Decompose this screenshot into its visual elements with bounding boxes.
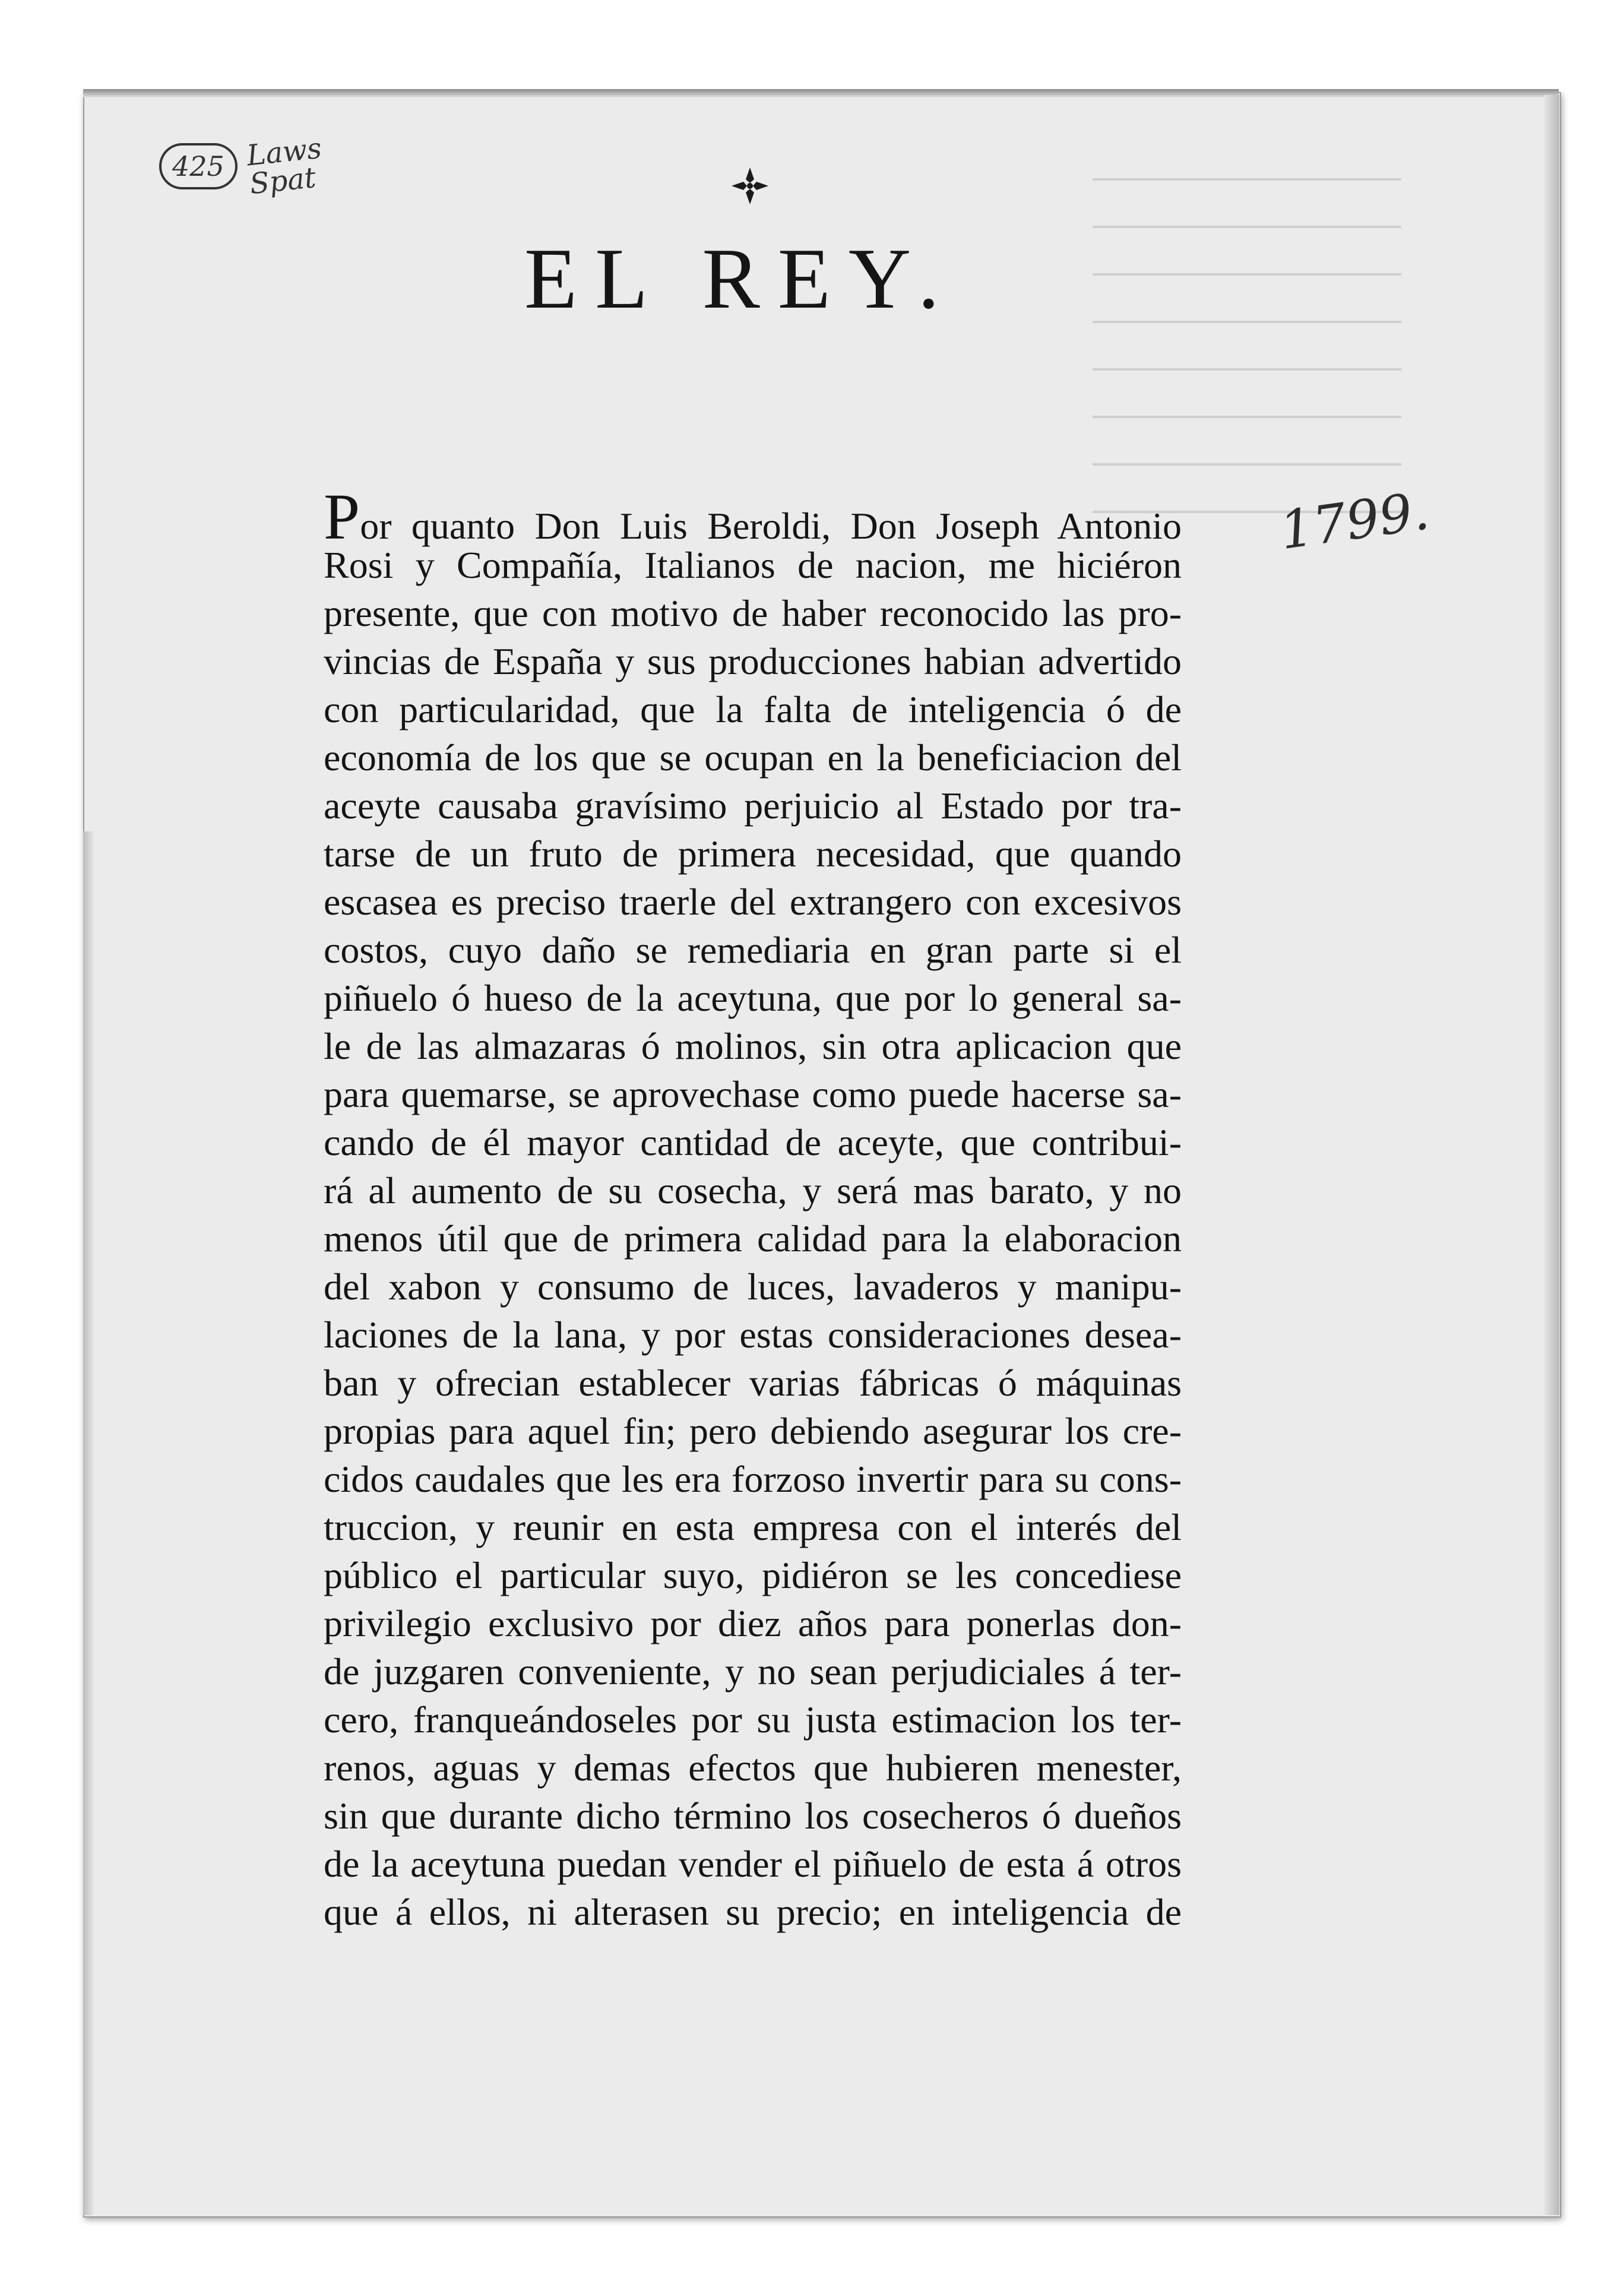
text-line-content: economía de los que se ocupan en la beneficiacion del — [324, 736, 1182, 779]
text-line — [324, 830, 1182, 878]
text-line-content: truccion, y reunir en esta empresa con el interés del — [324, 1506, 1182, 1548]
text-line — [324, 1599, 1182, 1647]
text-line — [324, 1407, 1182, 1455]
archive-note-line2: Spat — [248, 160, 318, 201]
text-line — [324, 1840, 1182, 1888]
text-line — [324, 1455, 1182, 1503]
text-line — [324, 1311, 1182, 1359]
text-line-content: ban y ofrecian establecer varias fábricas ó máquinas — [324, 1362, 1182, 1404]
text-line-content: cando de él mayor cantidad de aceyte, que contribui- — [324, 1121, 1182, 1163]
text-line — [324, 878, 1182, 926]
document-title: EL REY. — [524, 230, 958, 327]
archive-note — [245, 131, 326, 201]
text-line — [324, 1888, 1182, 1936]
text-line-content: Rosi y Compañía, Italianos de nacion, me hiciéron — [324, 544, 1182, 586]
text-line — [324, 1118, 1182, 1166]
page-left-edge — [83, 831, 94, 2215]
text-line-content: cidos caudales que les era forzoso invertir para su cons- — [324, 1458, 1182, 1500]
page-top-edge — [83, 89, 1559, 97]
text-line — [324, 1263, 1182, 1311]
text-line-content: para quemarse, se aprovechase como puede hacerse sa- — [324, 1073, 1182, 1115]
text-line-content: con particularidad, que la falta de inteligencia ó de — [324, 688, 1182, 730]
text-line-content: público el particular suyo, pidiéron se les concediese — [324, 1554, 1182, 1596]
text-line-content: privilegio exclusivo por diez años para ponerlas don- — [324, 1602, 1182, 1644]
text-line — [324, 1359, 1182, 1407]
text-line-content: vincias de España y sus producciones habian advertido — [324, 640, 1182, 682]
text-line-content: piñuelo ó hueso de la aceytuna, que por lo general sa- — [324, 977, 1182, 1019]
text-line-content: aceyte causaba gravísimo perjuicio al Estado por tra- — [324, 785, 1182, 827]
text-line — [324, 926, 1182, 974]
archive-mark — [159, 131, 324, 201]
text-line-content: propias para aquel fin; pero debiendo asegurar los cre- — [324, 1410, 1182, 1452]
text-line-content: rá al aumento de su cosecha, y será mas barato, y no — [324, 1169, 1182, 1211]
text-line — [324, 1792, 1182, 1840]
text-line — [324, 974, 1182, 1022]
text-line-content: laciones de la lana, y por estas consideraciones desea- — [324, 1314, 1182, 1356]
text-line-content: cero, franqueándoseles por su justa estimacion los ter- — [324, 1698, 1182, 1741]
text-line-content: or quanto Don Luis Beroldi, Don Joseph Antonio — [360, 505, 1182, 547]
text-line — [324, 1166, 1182, 1214]
text-line — [324, 589, 1182, 637]
page-right-edge — [1544, 95, 1559, 2215]
text-line-content: presente, que con motivo de haber reconocido las pro- — [324, 592, 1182, 634]
text-line — [324, 1503, 1182, 1551]
archive-note-line1: Laws — [245, 131, 324, 173]
text-line-content: renos, aguas y demas efectos que hubieren menester, — [324, 1747, 1182, 1789]
text-line — [324, 541, 1182, 589]
text-line-content: tarse de un fruto de primera necesidad, que quando — [324, 833, 1182, 875]
text-line-content: le de las almazaras ó molinos, sin otra aplicacion que — [324, 1025, 1182, 1067]
text-line-content: de la aceytuna puedan vender el piñuelo de esta á otros — [324, 1843, 1182, 1885]
text-line — [324, 1070, 1182, 1118]
text-line — [324, 480, 1182, 553]
text-line-content: de juzgaren conveniente, y no sean perjudiciales á ter- — [324, 1650, 1182, 1693]
text-line — [324, 637, 1182, 685]
text-line — [324, 733, 1182, 782]
body-text — [324, 480, 1182, 1936]
archive-number: 425 — [159, 143, 238, 189]
drop-cap: P — [324, 480, 360, 553]
text-line-content: escasea es preciso traerle del extrangero con excesivos — [324, 881, 1182, 923]
cross-icon — [729, 165, 771, 207]
text-line-content: costos, cuyo daño se remediaria en gran parte si el — [324, 929, 1182, 971]
text-line-content: del xabon y consumo de luces, lavaderos y manipu- — [324, 1266, 1182, 1308]
text-line — [324, 1551, 1182, 1599]
text-line-content: sin que durante dicho término los cosecheros ó dueños — [324, 1795, 1182, 1837]
text-line — [324, 1214, 1182, 1263]
text-line — [324, 1744, 1182, 1792]
text-line — [324, 1647, 1182, 1696]
text-line-content: menos útil que de primera calidad para la elaboracion — [324, 1217, 1182, 1260]
text-line — [324, 685, 1182, 733]
text-line — [324, 782, 1182, 830]
handwritten-year: 1799. — [1276, 479, 1433, 562]
text-line — [324, 1022, 1182, 1070]
text-line — [324, 1696, 1182, 1744]
text-line-content: que á ellos, ni alterasen su precio; en inteligencia de — [324, 1891, 1182, 1933]
